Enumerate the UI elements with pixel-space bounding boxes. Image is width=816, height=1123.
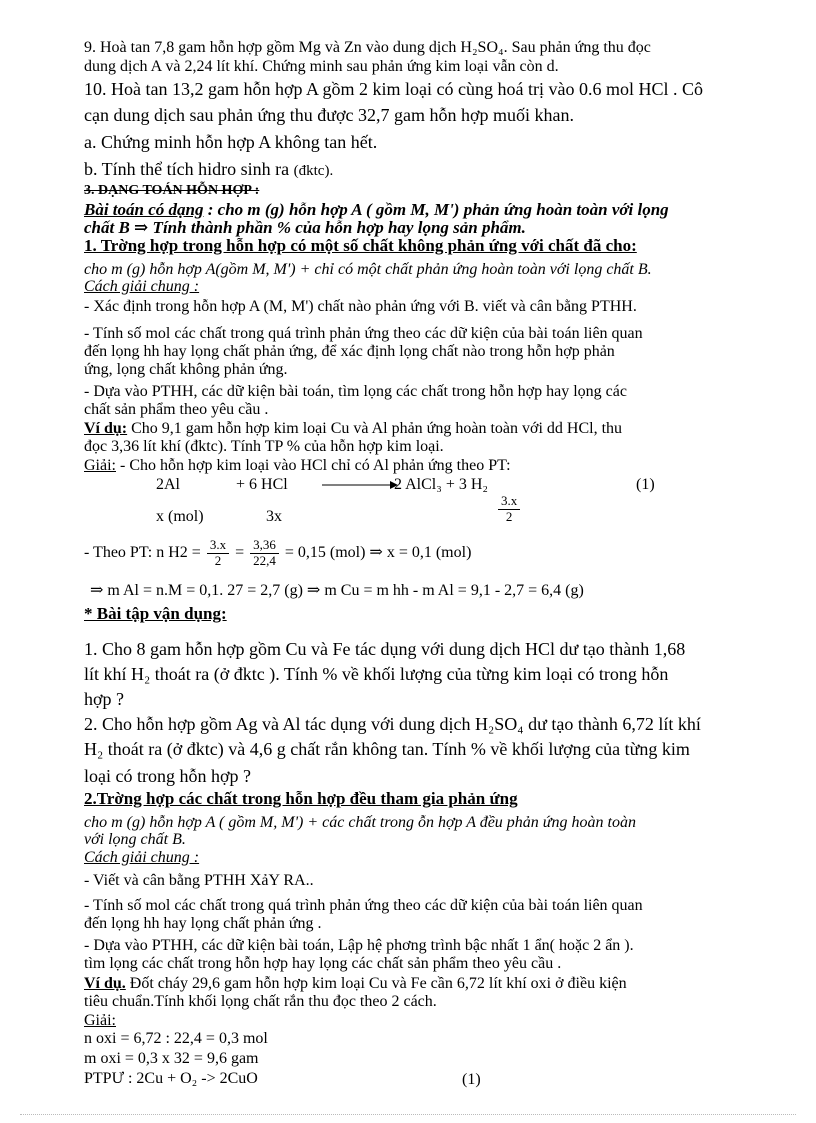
exercises-heading: * Bài tập vận dụng: (84, 604, 227, 623)
reaction-equation-2-number: (1) (462, 1071, 481, 1088)
part-b-text: b. Tính thể tích hidro sinh ra (84, 159, 290, 179)
exercise-1-line3: hợp ? (84, 689, 125, 709)
mass-calculation: ⇒ m Al = n.M = 0,1. 27 = 2,7 (g) ⇒ m Cu = m hh - m Al = 9,1 - 2,7 = 6,4 (g) (90, 582, 584, 599)
problem-10-line2: cạn dung dịch sau phản ứng thu được 32,7 gam hỗn hợp muối khan. (84, 105, 574, 125)
case-1-intro: cho m (g) hỗn hợp A(gồm M, M') + chỉ có một chất phản ứng hoàn toàn với lọng chất B. (84, 261, 652, 278)
problem-type-text: : cho m (g) hỗn hợp A ( gồm M, M') phản ứng hoàn toàn với lọng (203, 200, 669, 219)
problem-type-label: Bài toán có dạng (84, 200, 204, 219)
oxygen-mass: m oxi = 0,3 x 32 = 9,6 gam (84, 1050, 259, 1067)
case-2-method-label: Cách giải chung : (84, 849, 200, 866)
example-2-line1 (84, 976, 627, 993)
h2-frac2-den: 22,4 (253, 552, 276, 568)
case-1-method-label: Cách giải chung : (84, 278, 200, 295)
case-1-step-2b: đến lọng hh hay lọng chất phản ứng, để xác định lọng chất nào trong hỗn hợp phản (84, 343, 615, 360)
theo-pt-result: = 0,15 (mol) ⇒ x = 0,1 (mol) (284, 544, 472, 562)
reaction-equation-2: PTPƯ : 2Cu + O₂ -> 2CuO (84, 1070, 258, 1087)
case-2-step-3b: tìm lọng các chất trong hỗn hợp hay lọng các chất sản phẩm theo yêu cầu . (84, 955, 562, 972)
case-2-step-3a: - Dựa vào PTHH, các dữ kiện bài toán, Lập hệ phơng trình bậc nhất 1 ẩn( hoặc 2 ẩn ). (84, 937, 634, 954)
exercise-1-line1: 1. Cho 8 gam hỗn hợp gồm Cu và Fe tác dụng với dung dịch HCl dư tạo thành 1,68 (84, 639, 686, 659)
mol-3x-label: 3x (266, 508, 282, 525)
example-2-label: Ví dụ. (84, 975, 126, 992)
example-1-line2: đọc 3,36 lít khí (đktc). Tính TP % của hỗn hợp kim loại. (84, 438, 444, 455)
problem-9-line1: 9. Hoà tan 7,8 gam hỗn hợp gồm Mg và Zn vào dung dịch H₂SO₄. Sau phản ứng thu đọc (84, 39, 651, 56)
case-1-step-2c: ứng, lọng chất không phản ứng. (84, 361, 288, 378)
solution-1-line (84, 458, 511, 475)
problem-10-part-b (84, 160, 333, 180)
fraction-denominator: 2 (505, 508, 513, 524)
h2-frac2-num: 3,36 (250, 538, 279, 554)
example-1-label: Ví dụ: (84, 420, 128, 437)
example-2-line2: tiêu chuẩn.Tính khối lọng chất rắn thu đọc theo 2 cách. (84, 993, 437, 1010)
case-2-step-2b: đến lọng hh hay lọng chất phản ứng . (84, 915, 322, 932)
theo-pt-line (84, 538, 471, 569)
oxygen-moles: n oxi = 6,72 : 22,4 = 0,3 mol (84, 1030, 268, 1047)
fraction-numerator: 3.x (498, 494, 520, 510)
equation-number: (1) (636, 476, 655, 493)
case-1-step-1: - Xác định trong hỗn hợp A (M, M') chất nào phản ứng với B. viết và cân bằng PTHH. (84, 298, 637, 315)
h2-frac1-den: 2 (214, 552, 222, 568)
theo-pt-prefix: - Theo PT: n H2 = (84, 544, 201, 562)
case-2-intro-line2: với lọng chất B. (84, 831, 186, 848)
theo-pt-equals: = (235, 544, 245, 562)
case-2-intro-line1: cho m (g) hỗn hợp A ( gồm M, M') + các chất trong ỗn hợp A đều phản ứng hoàn toàn (84, 814, 636, 831)
case-1-title: 1. Trờng hợp trong hỗn hợp có một số chất không phản ứng với chất đã cho: (84, 236, 637, 255)
solution-1-text: - Cho hỗn hợp kim loại vào HCl chỉ có Al phản ứng theo PT: (116, 457, 511, 474)
equation-reactant-hcl: + 6 HCl (236, 476, 288, 493)
exercise-2-line2: H₂ thoát ra (ở đktc) và 4,6 g chất rắn không tan. Tính % về khối lượng của từng kim (84, 739, 690, 759)
case-2-step-1: - Viết và cân bằng PTHH XảY RA.. (84, 872, 314, 889)
problem-9-line2: dung dịch A và 2,24 lít khí. Chứng minh sau phản ứng kim loại vẫn còn d. (84, 58, 559, 75)
case-1-step-2a: - Tính số mol các chất trong quá trình phản ứng theo các dữ kiện của bài toán liên quan (84, 325, 643, 342)
case-2-title: 2.Trờng hợp các chất trong hỗn hợp đều tham gia phản ứng (84, 789, 518, 808)
reaction-arrow (322, 480, 398, 490)
example-1-text: Cho 9,1 gam hỗn hợp kim loại Cu và Al phản ứng hoàn toàn với dd HCl, thu (127, 420, 623, 437)
page-bottom-border (20, 1114, 796, 1115)
section-3-heading: 3. DẠNG TOÁN HỖN HỢP : (84, 183, 260, 198)
problem-10-line1: 10. Hoà tan 13,2 gam hỗn hợp A gồm 2 kim loại có cùng hoá trị vào 0.6 mol HCl . Cô (84, 79, 703, 99)
example-2-text: Đốt cháy 29,6 gam hỗn hợp kim loại Cu và Fe cần 6,72 lít khí oxi ở điều kiện (125, 975, 627, 992)
exercise-2-line3: loại có trong hỗn hợp ? (84, 766, 251, 786)
exercise-1-line2: lít khí H₂ thoát ra (ở đktc ). Tính % về khối lượng của từng kim loại có trong hỗn (84, 664, 669, 684)
solution-1-label: Giải: (84, 457, 116, 474)
case-1-step-3b: chất sản phẩm theo yêu cầu . (84, 401, 269, 418)
equation-products: 2 AlCl₃ + 3 H₂ (394, 476, 488, 493)
h2-frac1-num: 3.x (207, 538, 229, 554)
mol-x-label: x (mol) (156, 508, 204, 525)
case-2-step-2a: - Tính số mol các chất trong quá trình phản ứng theo các dữ kiện của bài toán liên quan (84, 897, 643, 914)
problem-type-line2: chất B ⇒ Tính thành phần % của hỗn hợp hay lọng sản phẩm. (84, 218, 526, 237)
example-1-line1 (84, 421, 622, 438)
part-b-tail: (đktc). (293, 163, 334, 179)
exercise-2-line1: 2. Cho hỗn hợp gồm Ag và Al tác dụng với dung dịch H₂SO₄ dư tạo thành 6,72 lít khí (84, 714, 701, 734)
solution-2-label: Giải: (84, 1012, 116, 1029)
problem-10-part-a: a. Chứng minh hỗn hợp A không tan hết. (84, 132, 378, 152)
problem-type-line1 (84, 201, 669, 219)
case-1-step-3a: - Dựa vào PTHH, các dữ kiện bài toán, tìm lọng các chất trong hỗn hợp hay lọng các (84, 383, 627, 400)
mol-h2-fraction (496, 494, 522, 525)
equation-reactant-al: 2Al (156, 476, 180, 493)
